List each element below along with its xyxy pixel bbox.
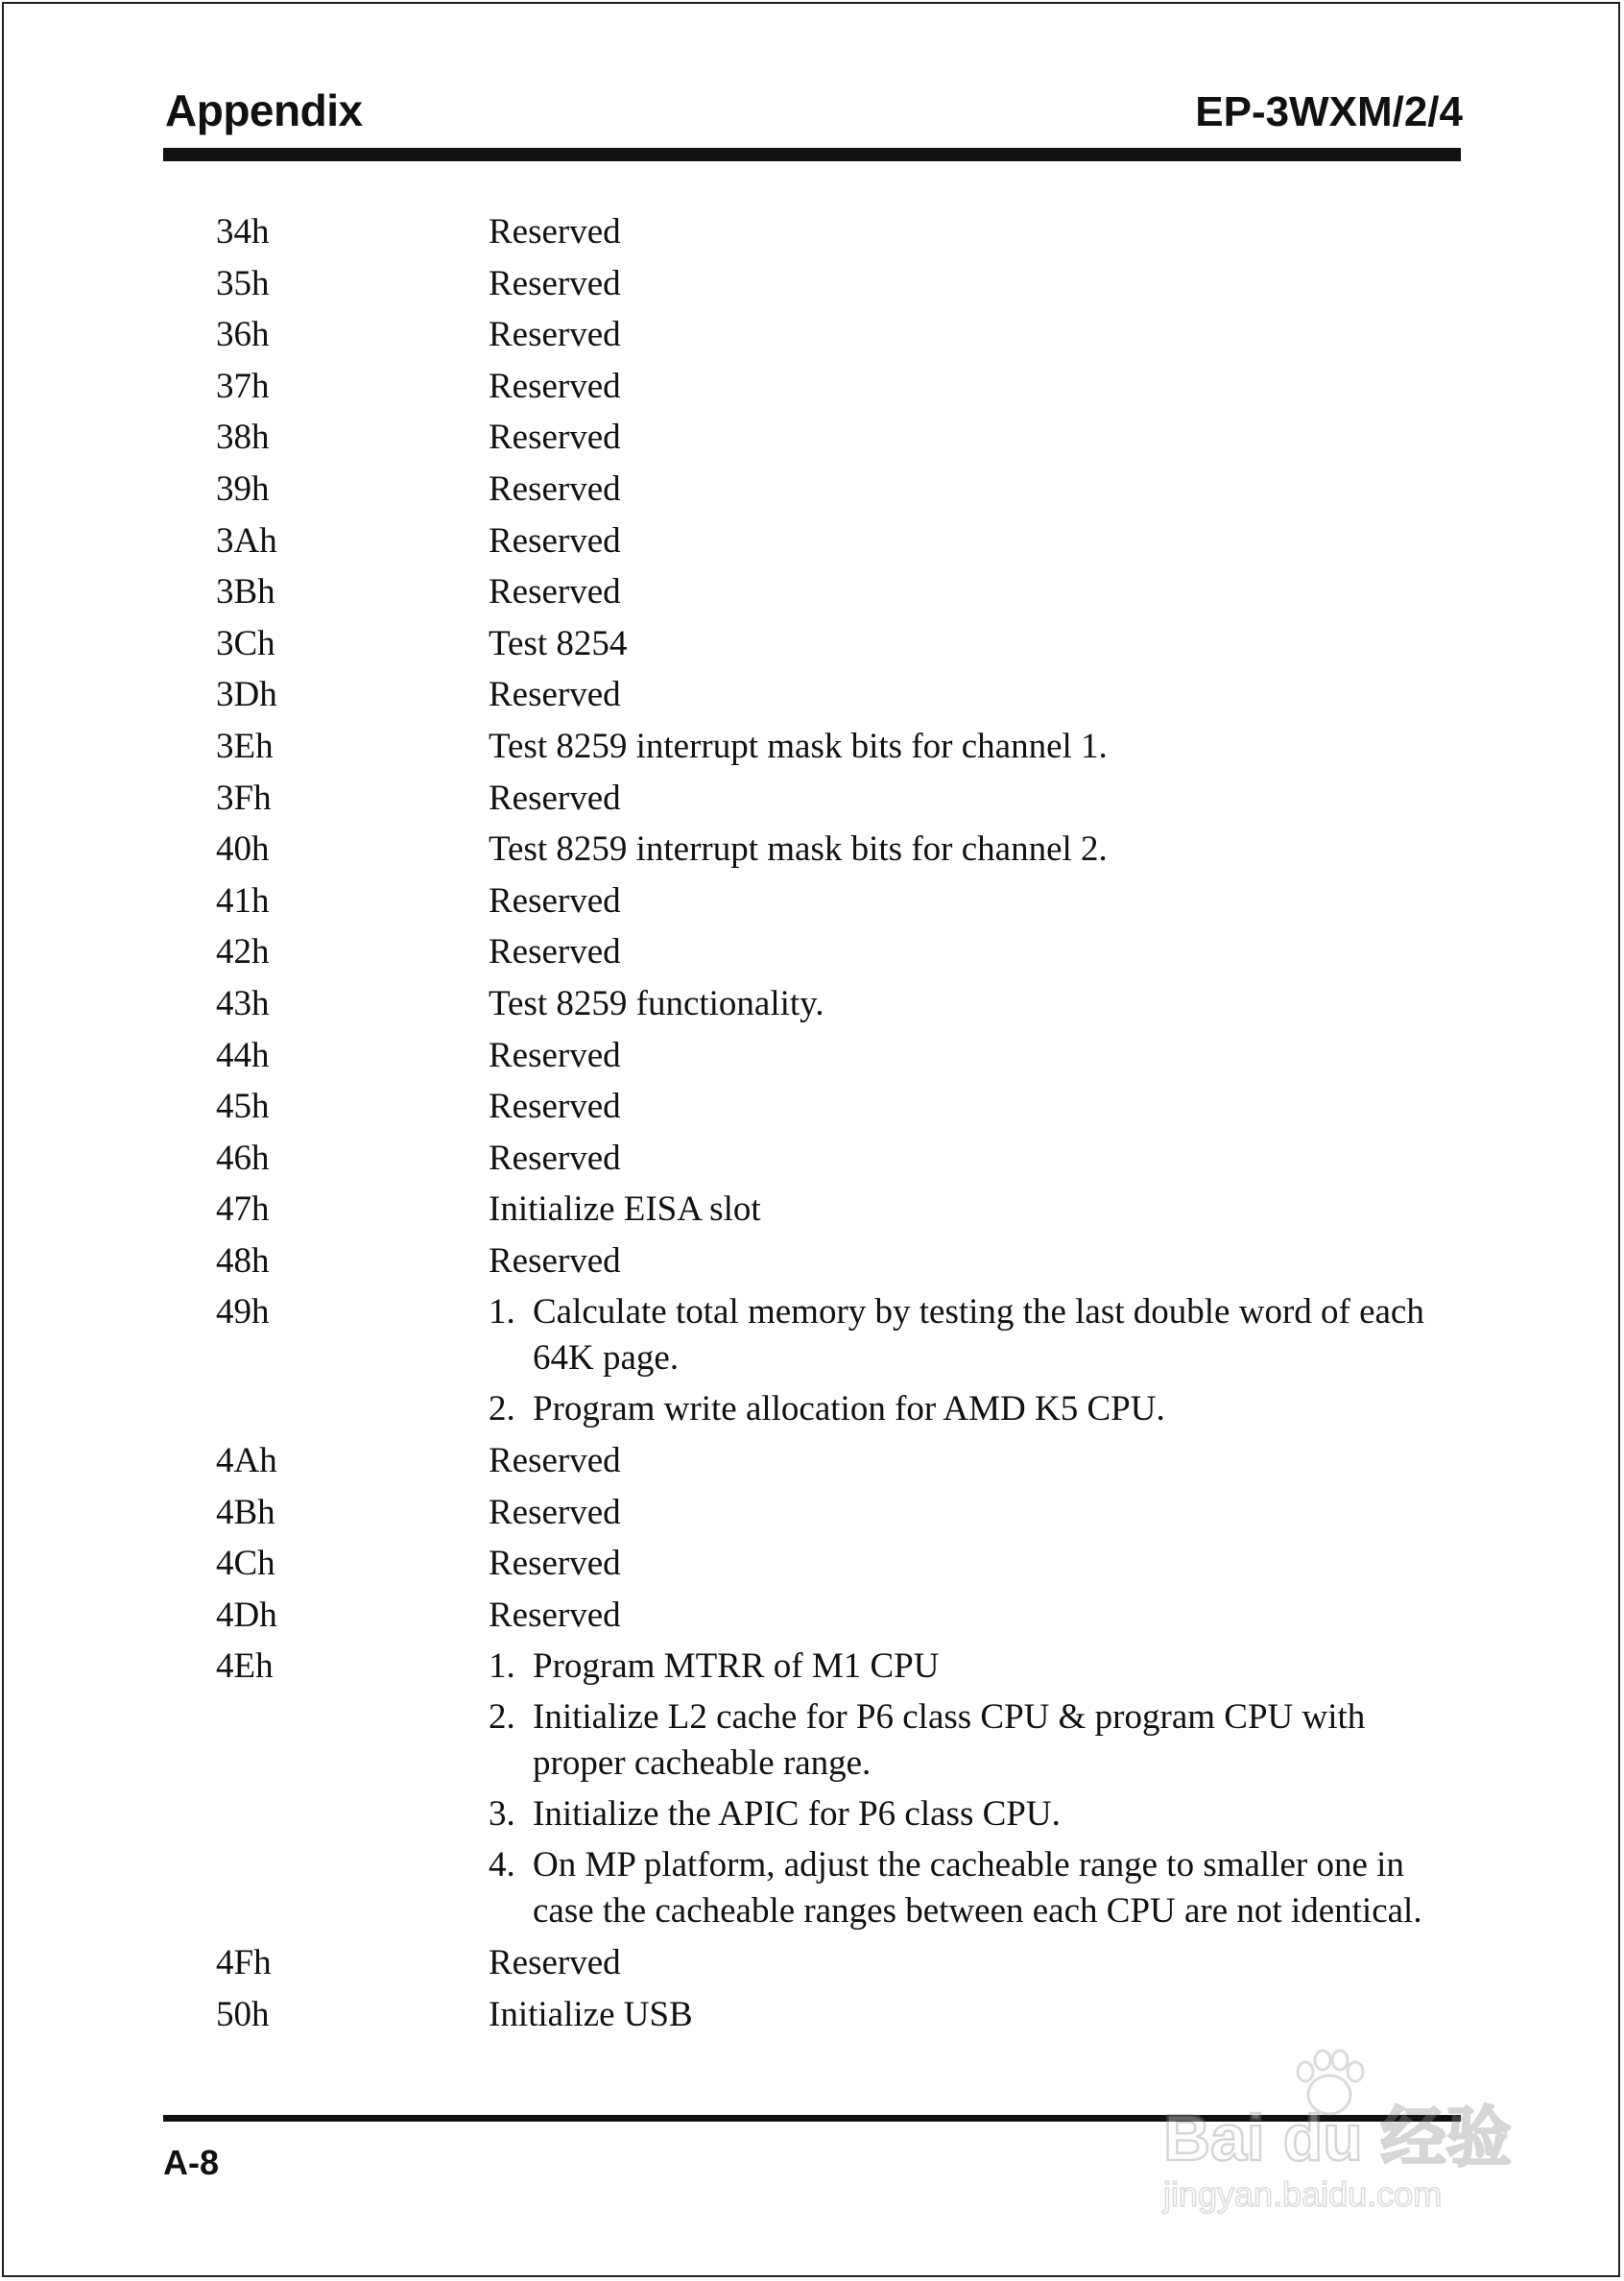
table-row bbox=[216, 1541, 1464, 1587]
post-description: Test 8254 bbox=[489, 623, 628, 663]
post-code: 50h bbox=[216, 1994, 270, 2034]
post-description: Reserved bbox=[489, 468, 621, 509]
table-row bbox=[216, 1438, 1464, 1484]
post-code: 49h bbox=[216, 1292, 270, 1333]
watermark-url: jingyan.baidu.com bbox=[1163, 2174, 1443, 2214]
table-row bbox=[216, 1084, 1464, 1130]
post-code: 3Fh bbox=[216, 778, 272, 818]
post-description: Reserved bbox=[489, 212, 621, 252]
post-description: Reserved bbox=[489, 366, 621, 406]
post-code: 48h bbox=[216, 1240, 270, 1281]
post-code: 36h bbox=[216, 315, 270, 355]
post-description bbox=[489, 1289, 1464, 1432]
list-item-number: 1. bbox=[489, 1292, 515, 1333]
post-description: Initialize EISA slot bbox=[489, 1189, 761, 1230]
post-code: 39h bbox=[216, 468, 270, 509]
list-item-number: 4. bbox=[489, 1845, 515, 1885]
post-code: 44h bbox=[216, 1035, 270, 1075]
list-item-number: 3. bbox=[489, 1794, 515, 1835]
list-item-text: Program MTRR of M1 CPU bbox=[533, 1646, 940, 1687]
post-description: Reserved bbox=[489, 1138, 621, 1178]
post-description: Reserved bbox=[489, 520, 621, 561]
table-row bbox=[216, 776, 1464, 822]
list-item-text: Program write allocation for AMD K5 CPU. bbox=[533, 1389, 1165, 1429]
list-item bbox=[489, 1694, 1464, 1787]
list-item bbox=[489, 1289, 1464, 1381]
post-description: Test 8259 interrupt mask bits for channel 2. bbox=[489, 829, 1108, 870]
post-code: 3Dh bbox=[216, 675, 277, 715]
table-row bbox=[216, 1289, 1464, 1432]
post-description: Test 8259 interrupt mask bits for channel 1. bbox=[489, 726, 1108, 766]
page-number: A-8 bbox=[163, 2143, 220, 2182]
post-code: 4Eh bbox=[216, 1646, 274, 1687]
table-row bbox=[216, 621, 1464, 667]
post-code: 4Ah bbox=[216, 1441, 277, 1481]
table-row bbox=[216, 1033, 1464, 1079]
post-code: 40h bbox=[216, 829, 270, 870]
post-description: Test 8259 functionality. bbox=[489, 983, 824, 1023]
post-description: Reserved bbox=[489, 1595, 621, 1635]
table-row bbox=[216, 878, 1464, 924]
post-code: 4Fh bbox=[216, 1943, 272, 1983]
post-code: 4Ch bbox=[216, 1544, 275, 1584]
table-row bbox=[216, 209, 1464, 255]
post-code: 3Ch bbox=[216, 623, 275, 663]
header-model-name: EP-3WXM/2/4 bbox=[1195, 88, 1463, 135]
post-code-table bbox=[216, 209, 1464, 2043]
post-code: 43h bbox=[216, 983, 270, 1023]
post-description: Reserved bbox=[489, 572, 621, 612]
list-item-text: On MP platform, adjust the cacheable range to smaller one in case the cacheable ranges between each CPU are not identical. bbox=[533, 1845, 1422, 1932]
list-item bbox=[489, 1842, 1464, 1934]
post-description: Reserved bbox=[489, 1441, 621, 1481]
table-row bbox=[216, 364, 1464, 410]
list-item bbox=[489, 1386, 1464, 1432]
table-row bbox=[216, 1940, 1464, 1986]
post-code: 3Ah bbox=[216, 520, 277, 561]
table-row bbox=[216, 1238, 1464, 1285]
table-row bbox=[216, 1593, 1464, 1639]
table-row bbox=[216, 467, 1464, 513]
post-description: Reserved bbox=[489, 1544, 621, 1584]
post-description: Reserved bbox=[489, 1492, 621, 1532]
table-row bbox=[216, 261, 1464, 307]
post-code: 41h bbox=[216, 880, 270, 921]
list-item-number: 1. bbox=[489, 1646, 515, 1687]
post-code: 4Bh bbox=[216, 1492, 275, 1532]
post-code: 4Dh bbox=[216, 1595, 277, 1635]
list-item bbox=[489, 1791, 1464, 1837]
post-code: 37h bbox=[216, 366, 270, 406]
list-item-text: Initialize L2 cache for P6 class CPU & program CPU with proper cacheable range. bbox=[533, 1697, 1366, 1784]
header-rule bbox=[163, 148, 1461, 161]
post-description: Reserved bbox=[489, 1035, 621, 1075]
table-row bbox=[216, 1136, 1464, 1182]
table-row bbox=[216, 312, 1464, 358]
table-row bbox=[216, 518, 1464, 564]
list-item-number: 2. bbox=[489, 1389, 515, 1429]
list-item bbox=[489, 1644, 1464, 1690]
post-description: Reserved bbox=[489, 932, 621, 972]
post-description: Reserved bbox=[489, 418, 621, 458]
post-description: Reserved bbox=[489, 1087, 621, 1127]
post-code: 34h bbox=[216, 212, 270, 252]
post-code: 3Bh bbox=[216, 572, 275, 612]
watermark-brand: Bai du 经验 bbox=[1163, 2101, 1512, 2174]
table-row bbox=[216, 981, 1464, 1027]
post-description: Reserved bbox=[489, 778, 621, 818]
list-item-text: Initialize the APIC for P6 class CPU. bbox=[533, 1794, 1061, 1835]
post-description: Reserved bbox=[489, 315, 621, 355]
table-row bbox=[216, 1490, 1464, 1536]
post-code: 45h bbox=[216, 1087, 270, 1127]
table-row bbox=[216, 1644, 1464, 1934]
post-description: Reserved bbox=[489, 675, 621, 715]
post-description: Initialize USB bbox=[489, 1994, 693, 2034]
table-row bbox=[216, 929, 1464, 975]
table-row bbox=[216, 1992, 1464, 2038]
post-description: Reserved bbox=[489, 1943, 621, 1983]
post-code: 42h bbox=[216, 932, 270, 972]
table-row bbox=[216, 724, 1464, 770]
post-code: 38h bbox=[216, 418, 270, 458]
header-section-title: Appendix bbox=[165, 85, 363, 135]
post-description: Reserved bbox=[489, 880, 621, 921]
baidu-watermark bbox=[1152, 2035, 1536, 2218]
post-code: 46h bbox=[216, 1138, 270, 1178]
table-row bbox=[216, 672, 1464, 718]
table-row bbox=[216, 1187, 1464, 1233]
list-item-text: Calculate total memory by testing the last double word of each 64K page. bbox=[533, 1292, 1424, 1379]
table-row bbox=[216, 415, 1464, 461]
table-row bbox=[216, 827, 1464, 873]
table-row bbox=[216, 569, 1464, 615]
post-description: Reserved bbox=[489, 263, 621, 303]
post-code: 35h bbox=[216, 263, 270, 303]
post-description: Reserved bbox=[489, 1240, 621, 1281]
post-code: 47h bbox=[216, 1189, 270, 1230]
post-code: 3Eh bbox=[216, 726, 274, 766]
post-description bbox=[489, 1644, 1464, 1934]
list-item-number: 2. bbox=[489, 1697, 515, 1738]
